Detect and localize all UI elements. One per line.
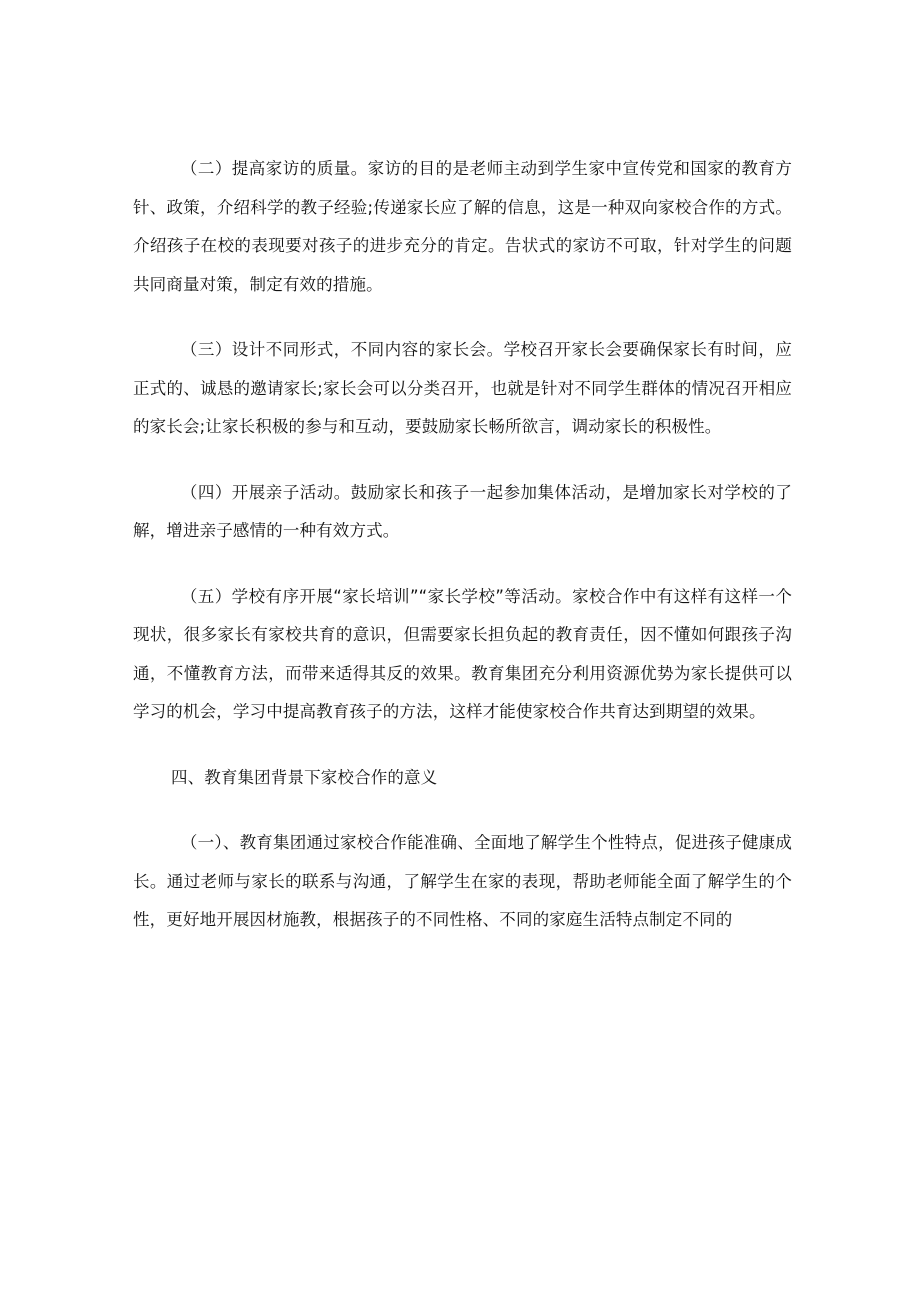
section-heading-significance: 四、教育集团背景下家校合作的意义 — [170, 767, 438, 787]
paragraph-understand-students: （一）、教育集团通过家校合作能准确、全面地了解学生个性特点，促进孩子健康成长。通过老师与家长的联系与沟通，了解学生在家的表现，帮助老师能全面了解学生的个性，更好地开展因材施教，根据孩子的不同性格、不同的家庭生活特点制定不同的 — [133, 833, 792, 929]
paragraph-parent-child-activities: （四）开展亲子活动。鼓励家长和孩子一起参加集体活动，是增加家长对学校的了解，增进亲子感情的一种有效方式。 — [133, 482, 792, 540]
document-body — [133, 150, 792, 940]
paragraph-parent-meetings: （三）设计不同形式，不同内容的家长会。学校召开家长会要确保家长有时间，应正式的、诚恳的邀请家长;家长会可以分类召开，也就是针对不同学生群体的情况召开相应的家长会;让家长积极的参与和互动，要鼓励家长畅所欲言，调动家长的积极性。 — [133, 340, 792, 436]
paragraph-parent-training: （五）学校有序开展“家长培训”“家长学校”等活动。家校合作中有这样有这样一个现状，很多家长有家校共育的意识，但需要家长担负起的教育责任，因不懂如何跟孩子沟通，不懂教育方法，而带来适得其反的效果。教育集团充分利用资源优势为家长提供可以学习的机会，学习中提高教育孩子的方法，这样才能使家校合作共育达到期望的效果。 — [133, 586, 792, 721]
paragraph-family-visit-quality: （二）提高家访的质量。家访的目的是老师主动到学生家中宣传党和国家的教育方针、政策，介绍科学的教子经验;传递家长应了解的信息，这是一种双向家校合作的方式。介绍孩子在校的表现要对孩子的进步充分的肯定。告状式的家访不可取，针对学生的问题共同商量对策，制定有效的措施。 — [133, 159, 792, 294]
